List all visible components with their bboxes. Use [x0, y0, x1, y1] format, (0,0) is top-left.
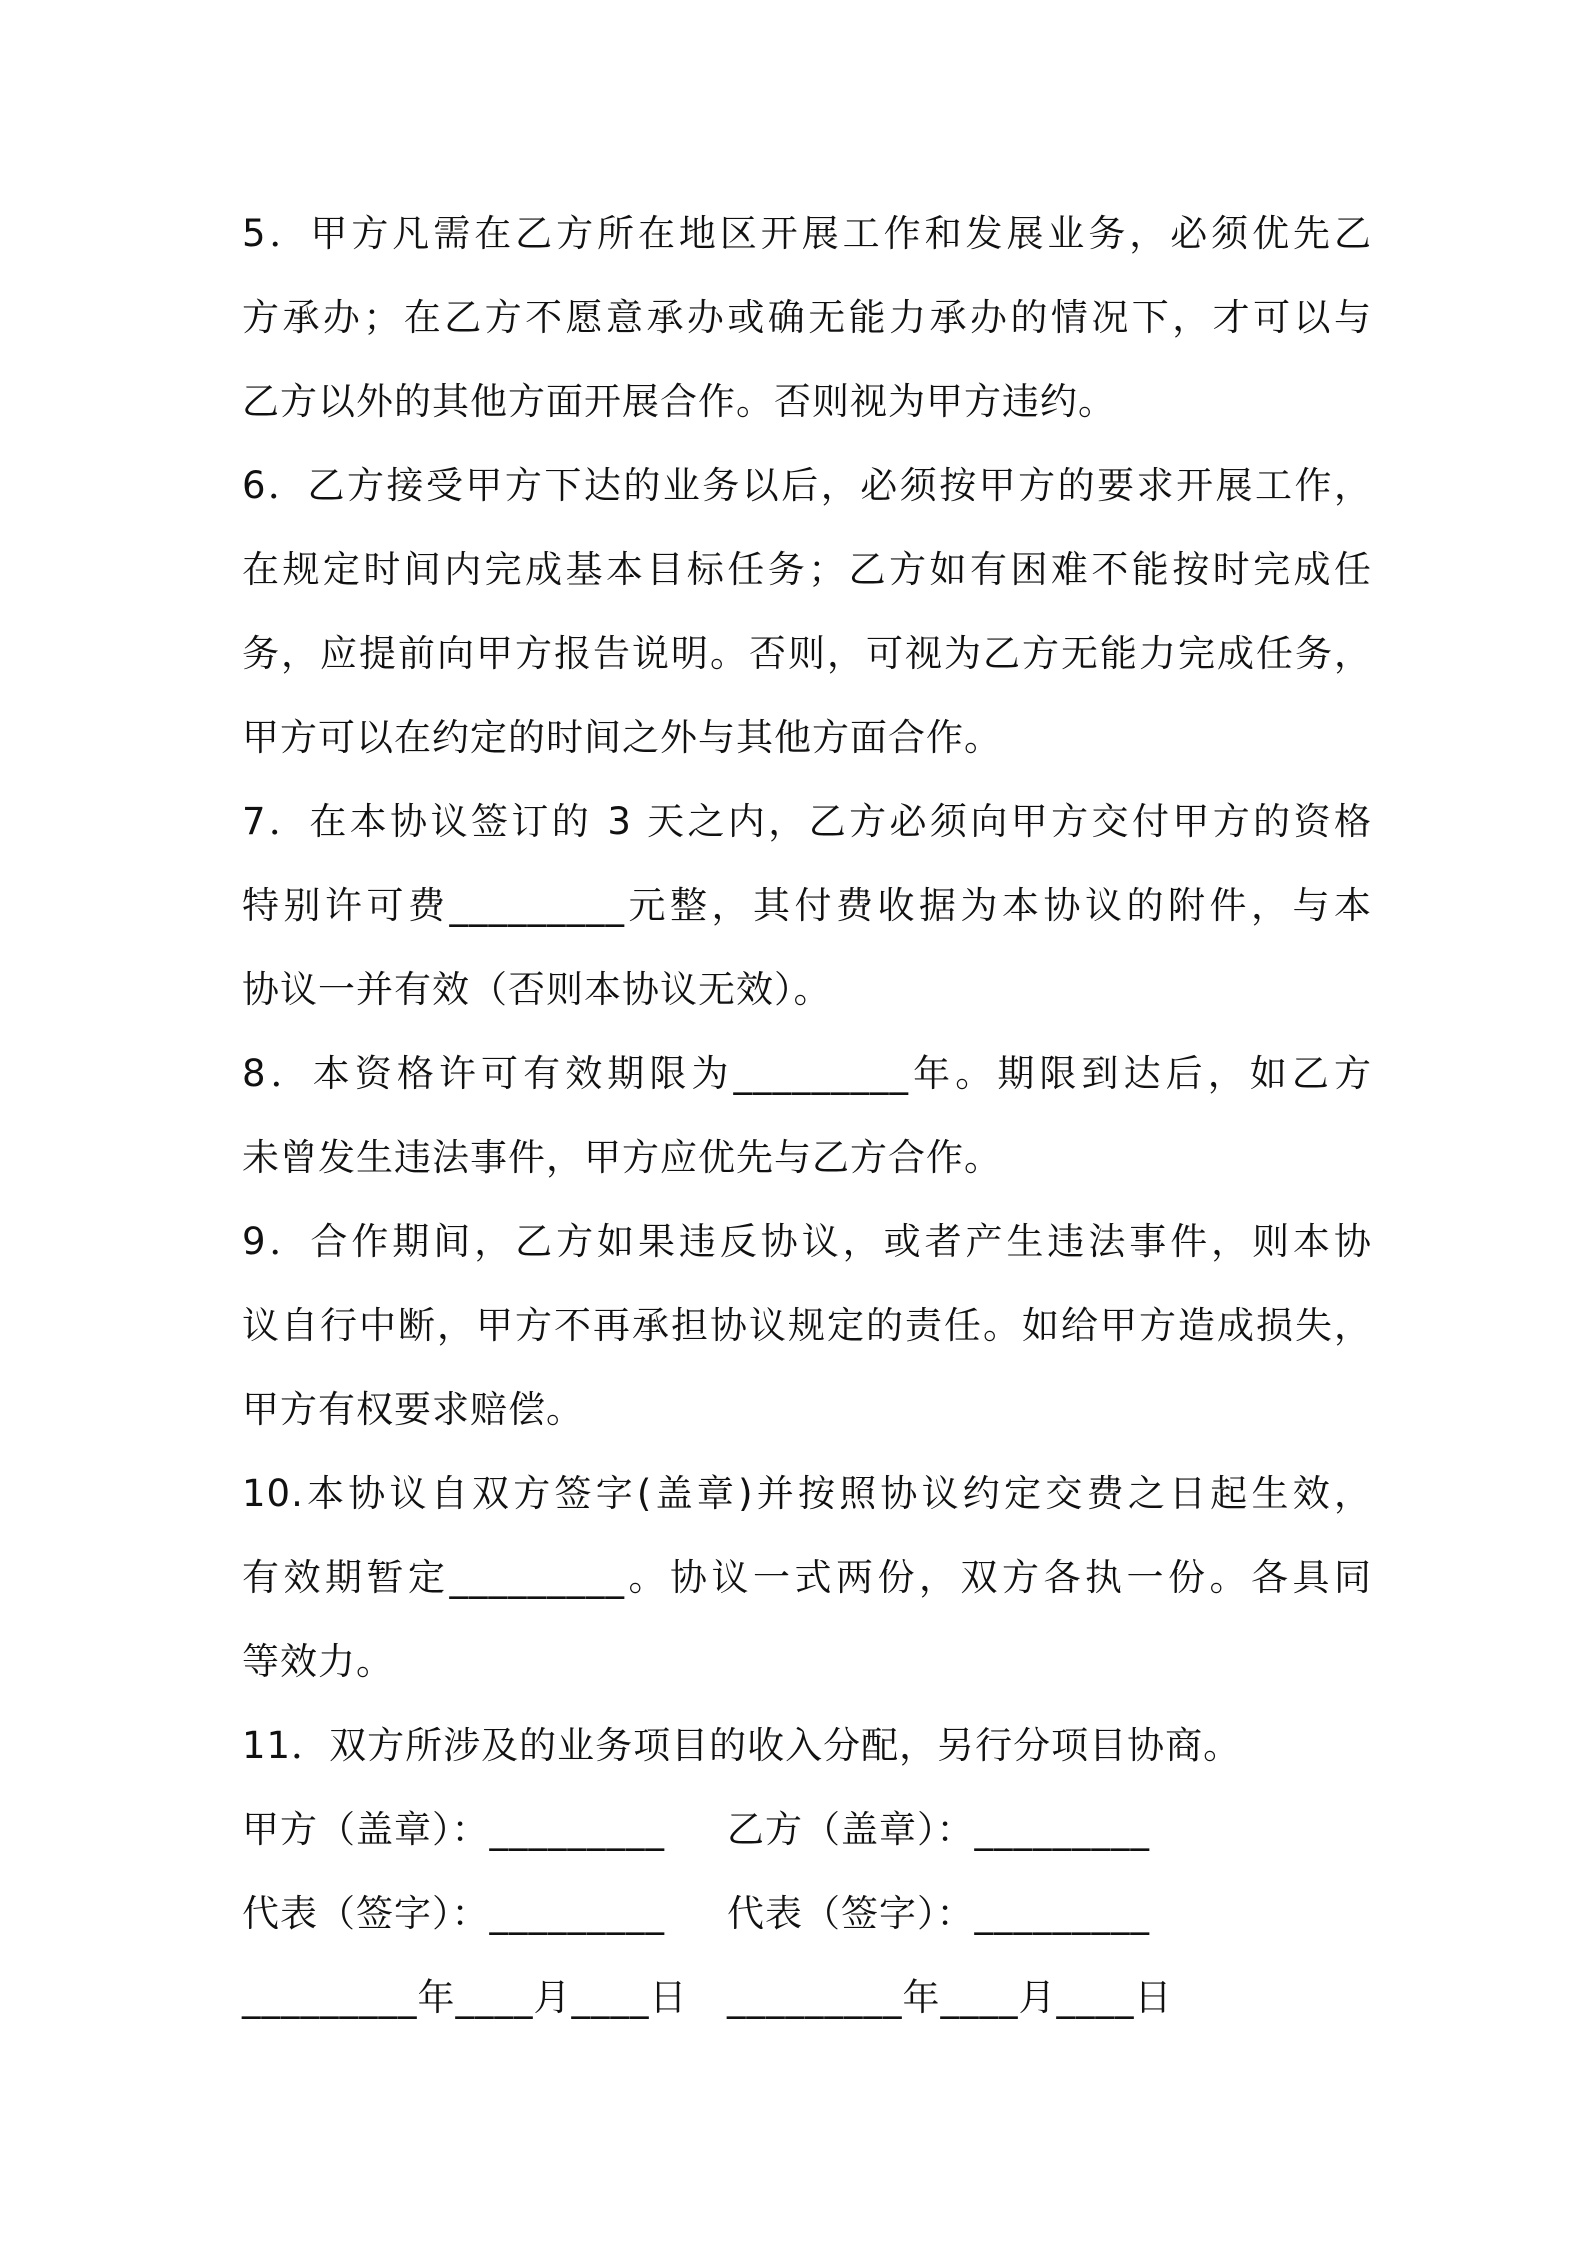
clause-line: 7．在本协议签订的 3 天之内，乙方必须向甲方交付甲方的资格: [242, 800, 1372, 843]
signature-block: [242, 1788, 1372, 2040]
clause-line: 甲方有权要求赔偿。: [242, 1388, 584, 1431]
clause-line: 10.本协议自双方签字(盖章)并按照协议约定交费之日起生效，: [242, 1472, 1372, 1515]
document-body: [242, 192, 1372, 2040]
clause-line: 方承办；在乙方不愿意承办或确无能力承办的情况下，才可以与: [242, 296, 1372, 339]
representative-row: [242, 1872, 1372, 1956]
clause-11: [242, 1704, 1372, 1788]
rep-a-sign-field: 代表（签字）：_________: [242, 1892, 665, 1935]
clause-line: 特别许可费_________元整，其付费收据为本协议的附件，与本: [242, 884, 1372, 927]
rep-b-sign-field: 代表（签字）：_________: [727, 1892, 1150, 1935]
party-a-seal-field: 甲方（盖章）：_________: [242, 1808, 665, 1851]
clause-10: [242, 1452, 1372, 1704]
party-b-seal-field: 乙方（盖章）：_________: [727, 1808, 1150, 1851]
seal-row: [242, 1788, 1372, 1872]
clause-line: 等效力。: [242, 1640, 394, 1683]
clause-7: [242, 780, 1372, 1032]
date-a-field: _________年____月____日: [242, 1976, 688, 2019]
clause-line: 9．合作期间，乙方如果违反协议，或者产生违法事件，则本协: [242, 1220, 1372, 1263]
clause-9: [242, 1200, 1372, 1452]
clause-line: 议自行中断，甲方不再承担协议规定的责任。如给甲方造成损失，: [242, 1304, 1372, 1347]
clause-line: 5．甲方凡需在乙方所在地区开展工作和发展业务，必须优先乙: [242, 212, 1372, 255]
clause-8: [242, 1032, 1372, 1200]
date-row: [242, 1956, 1372, 2040]
clause-line: 甲方可以在约定的时间之外与其他方面合作。: [242, 716, 1002, 759]
clause-6: [242, 444, 1372, 780]
clause-line: 8．本资格许可有效期限为_________年。期限到达后，如乙方: [242, 1052, 1372, 1095]
clause-line: 11．双方所涉及的业务项目的收入分配，另行分项目协商。: [242, 1724, 1242, 1767]
clause-line: 未曾发生违法事件，甲方应优先与乙方合作。: [242, 1136, 1002, 1179]
clause-line: 在规定时间内完成基本目标任务；乙方如有困难不能按时完成任: [242, 548, 1372, 591]
clause-line: 6．乙方接受甲方下达的业务以后，必须按甲方的要求开展工作，: [242, 464, 1372, 507]
date-b-field: _________年____月____日: [727, 1976, 1173, 2019]
clause-line: 乙方以外的其他方面开展合作。否则视为甲方违约。: [242, 380, 1116, 423]
clause-line: 务，应提前向甲方报告说明。否则，可视为乙方无能力完成任务，: [242, 632, 1372, 675]
clause-5: [242, 192, 1372, 444]
clause-line: 有效期暂定_________。协议一式两份，双方各执一份。各具同: [242, 1556, 1372, 1599]
clause-line: 协议一并有效（否则本协议无效）。: [242, 968, 832, 1011]
